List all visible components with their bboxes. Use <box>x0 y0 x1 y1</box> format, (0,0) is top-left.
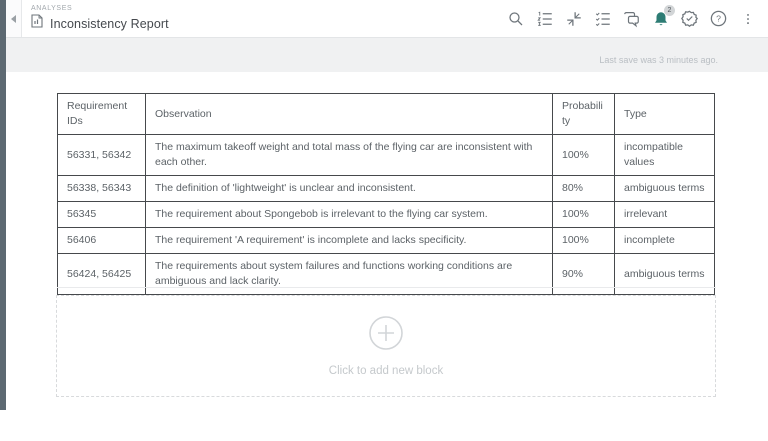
ordered-list-icon <box>536 10 554 28</box>
cell-observation[interactable]: The requirement about Spongebob is irrelevant to the flying car system. <box>146 202 553 228</box>
table-row <box>58 176 715 202</box>
help-icon <box>709 9 728 28</box>
inconsistency-table <box>57 93 715 295</box>
notifications-button[interactable] <box>651 9 670 28</box>
checklist-button[interactable] <box>593 9 612 28</box>
checklist-icon <box>594 10 612 28</box>
cell-probability[interactable]: 100% <box>553 135 615 176</box>
cell-observation[interactable]: The requirements about system failures and functions working conditions are ambiguous and lack clarity. <box>146 254 553 295</box>
cell-type[interactable]: incomplete <box>615 228 715 254</box>
table-row <box>58 228 715 254</box>
block-divider <box>57 287 716 288</box>
help-button[interactable] <box>709 9 728 28</box>
table-row <box>58 135 715 176</box>
plus-circle-icon <box>368 315 404 356</box>
header-toolbar <box>506 9 768 28</box>
cell-type[interactable]: ambiguous terms <box>615 254 715 295</box>
report-document-icon <box>31 14 43 33</box>
add-new-block-button[interactable] <box>56 295 716 397</box>
cell-probability[interactable]: 90% <box>553 254 615 295</box>
search-icon <box>507 10 525 28</box>
cell-probability[interactable]: 100% <box>553 228 615 254</box>
cell-requirement-ids[interactable]: 56406 <box>58 228 146 254</box>
collapse-panel-button[interactable] <box>6 0 22 37</box>
cell-requirement-ids[interactable]: 56331, 56342 <box>58 135 146 176</box>
collapse-icon <box>565 10 583 28</box>
notification-count-badge: 2 <box>664 5 675 16</box>
more-kebab-icon <box>741 10 755 28</box>
table-row <box>58 202 715 228</box>
col-header-requirement-ids: Requirement IDs <box>58 94 146 135</box>
page-title: Inconsistency Report <box>50 16 169 31</box>
comments-button[interactable] <box>622 9 641 28</box>
cell-probability[interactable]: 80% <box>553 176 615 202</box>
cell-type[interactable]: ambiguous terms <box>615 176 715 202</box>
report-canvas <box>6 72 768 441</box>
table-header-row <box>58 94 715 135</box>
collapse-all-button[interactable] <box>564 9 583 28</box>
cell-type[interactable]: incompatible values <box>615 135 715 176</box>
more-menu-button[interactable] <box>738 9 757 28</box>
analysis-content-area <box>6 38 768 441</box>
cell-requirement-ids[interactable]: 56345 <box>58 202 146 228</box>
svg-text:?: ? <box>716 13 721 24</box>
breadcrumb: ANALYSES <box>31 5 73 12</box>
cell-type[interactable]: irrelevant <box>615 202 715 228</box>
col-header-probability: Probability <box>553 94 615 135</box>
top-header-bar <box>6 0 768 38</box>
cell-observation[interactable]: The maximum takeoff weight and total mass of the flying car are inconsistent with each other. <box>146 135 553 176</box>
chevron-left-icon <box>11 15 16 23</box>
verification-seal-icon <box>680 9 699 28</box>
verification-button[interactable] <box>680 9 699 28</box>
header-title-block <box>22 0 169 37</box>
cell-observation[interactable]: The requirement 'A requirement' is incomplete and lacks specificity. <box>146 228 553 254</box>
add-block-label: Click to add new block <box>328 365 444 377</box>
comments-icon <box>622 10 641 28</box>
cell-observation[interactable]: The definition of 'lightweight' is unclear and inconsistent. <box>146 176 553 202</box>
col-header-type: Type <box>615 94 715 135</box>
table-row <box>58 254 715 295</box>
col-header-observation: Observation <box>146 94 553 135</box>
ordered-list-button[interactable] <box>535 9 554 28</box>
search-button[interactable] <box>506 9 525 28</box>
cell-probability[interactable]: 100% <box>553 202 615 228</box>
cell-requirement-ids[interactable]: 56424, 56425 <box>58 254 146 295</box>
last-save-status: Last save was 3 minutes ago. <box>599 55 718 65</box>
cell-requirement-ids[interactable]: 56338, 56343 <box>58 176 146 202</box>
